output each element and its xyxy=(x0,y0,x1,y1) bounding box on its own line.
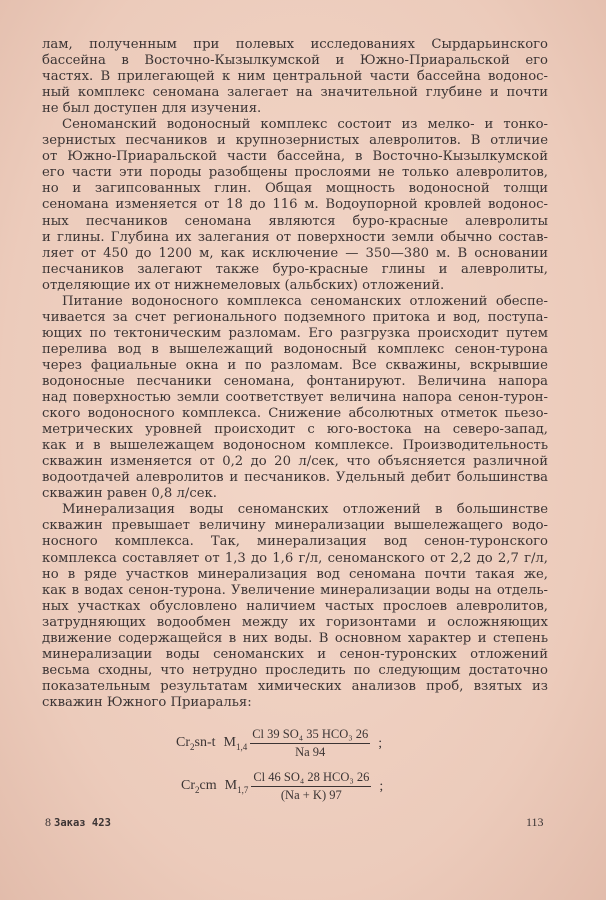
formula-label: Cr xyxy=(176,735,190,751)
formula-cenomanian xyxy=(181,770,383,803)
text-line: бассейна в Восточно-Кызылкумской и Южно-Приаральской его xyxy=(42,53,548,69)
formula-m-sub: 1,4 xyxy=(235,741,248,752)
text-line: и глины. Глубина их залегания от поверхности земли обычно состав- xyxy=(42,229,548,245)
formula-label: Cr xyxy=(181,778,195,794)
text-line: Сеноманский водоносный комплекс состоит из мелко- и тонко- xyxy=(62,117,548,133)
formula-label-rest: cm xyxy=(199,778,217,794)
page-number: 113 xyxy=(526,815,544,829)
formula-denominator: (Na + K) 97 xyxy=(280,788,342,802)
formula-label-rest: sn-t xyxy=(194,735,216,751)
text-line: через фациальные окна и по разломам. Все скважины, вскрывшие xyxy=(42,357,548,373)
text-line: перелива вод в вышележащий водоносный комплекс сенон-турона xyxy=(42,341,548,357)
text-line: водоносные песчаники сеномана, фонтанируют. Величина напора xyxy=(42,373,548,389)
page-text xyxy=(42,37,548,711)
text-line: лам, полученным при полевых исследованиях Сырдарьинского xyxy=(42,37,548,52)
signature-number: 8 xyxy=(45,815,51,829)
text-line: ных песчаников сеномана являются буро-красные алевролиты xyxy=(42,213,548,229)
text-line: ляет от 450 до 1200 м, как исключение — 350—380 м. В основании xyxy=(42,245,548,261)
text-line: Минерализация воды сеноманских отложений в большинстве xyxy=(62,502,548,518)
print-order: Заказ 423 xyxy=(54,817,111,829)
formula-m-sub: 1,7 xyxy=(237,784,249,795)
formula-fraction xyxy=(251,770,371,803)
text-line: метрических уровней происходит с юго-востока на северо-запад, xyxy=(42,422,548,438)
text-line: как в водах сенон-турона. Увеличение минерализации воды на отдель- xyxy=(42,582,548,598)
text-line: зернистых песчаников и крупнозернистых алевролитов. В отличие xyxy=(42,133,548,149)
text-line: от Южно-Приаральской части бассейна, в Восточно-Кызылкумской xyxy=(42,149,548,165)
text-line: скважин Южного Приаралья: xyxy=(42,694,252,710)
text-line: ный комплекс сеномана залегает на значительной глубине и почти xyxy=(42,85,548,101)
text-line: над поверхностью земли соответствует величина напора сенон-турон- xyxy=(42,390,548,406)
text-line: скважин равен 0,8 л/сек. xyxy=(42,486,217,502)
formula-label-sub: 2 xyxy=(190,741,195,752)
text-line: как и в вышележащем водоносном комплексе. Производительность xyxy=(42,438,548,454)
formula-senon-turon xyxy=(176,727,382,760)
text-line: отделяющие их от нижнемеловых (альбских) отложений. xyxy=(42,277,445,293)
text-line: но в ряде участков минерализация вод сеномана почти такая же, xyxy=(42,566,548,582)
formula-numerator: Cl 46 SO₄ 28 HCO₃ 26 xyxy=(251,770,371,787)
text-line: ных участках обусловлено наличием частых прослоев алевролитов, xyxy=(42,598,548,614)
text-line: его части эти породы разобщены прослоями не только алевролитов, xyxy=(42,165,548,181)
text-line: водоотдачей алевролитов и песчаников. Удельный дебит большинства xyxy=(42,470,548,486)
paragraph xyxy=(42,117,548,294)
text-line: показательным результатам химических анализов проб, взятых из xyxy=(42,678,548,694)
text-line: но и загипсованных глин. Общая мощность водоносной толщи xyxy=(42,181,548,197)
formula-label-sub: 2 xyxy=(195,784,200,795)
text-line: движение содержащейся в них воды. В основном характер и степень xyxy=(42,630,548,646)
formula-fraction xyxy=(250,727,370,760)
text-line: ского водоносного комплекса. Снижение абсолютных отметок пьезо- xyxy=(42,406,548,422)
formula-m: M xyxy=(223,735,236,751)
text-line: не был доступен для изучения. xyxy=(42,101,262,117)
text-line: минерализации воды сеноманских и сенон-туронских отложений xyxy=(42,646,548,662)
signature-mark xyxy=(45,815,111,830)
text-line: чивается за счет регионального подземного притока и вод, поступа- xyxy=(42,309,548,325)
text-line: песчаников залегают также буро-красные глины и алевролиты, xyxy=(42,261,548,277)
text-line: частях. В прилегающей к ним центральной части бассейна водонос- xyxy=(42,69,548,85)
formula-numerator: Cl 39 SO₄ 35 HCO₃ 26 xyxy=(250,727,370,744)
formula-m: M xyxy=(224,778,238,794)
paragraph xyxy=(42,502,548,711)
text-line: носного комплекса. Так, минерализация вод сенон-туронского xyxy=(42,534,548,550)
text-line: скважин изменяется от 0,2 до 20 л/сек, что объясняется различной xyxy=(42,454,548,470)
text-line: скважин превышает величину минерализации вышележащего водо- xyxy=(42,518,548,534)
formula-end: ; xyxy=(378,735,383,751)
text-line: затрудняющих водообмен между их горизонтами и осложняющих xyxy=(42,614,548,630)
formula-denominator: Na 94 xyxy=(295,745,326,759)
text-line: Питание водоносного комплекса сеноманских отложений обеспе- xyxy=(62,293,548,309)
paragraph xyxy=(42,294,548,503)
text-line: весьма сходны, что нетрудно проследить по следующим достаточно xyxy=(42,662,548,678)
text-line: ющих по тектоническим разломам. Его разгрузка происходит путем xyxy=(42,325,548,341)
text-line: сеномана изменяется от 18 до 116 м. Водоупорной кровлей водонос- xyxy=(42,197,548,213)
paragraph xyxy=(42,37,548,117)
text-line: комплекса составляет от 1,3 до 1,6 г/л, сеноманского от 2,2 до 2,7 г/л, xyxy=(42,550,548,566)
formula-end: ; xyxy=(379,778,384,794)
